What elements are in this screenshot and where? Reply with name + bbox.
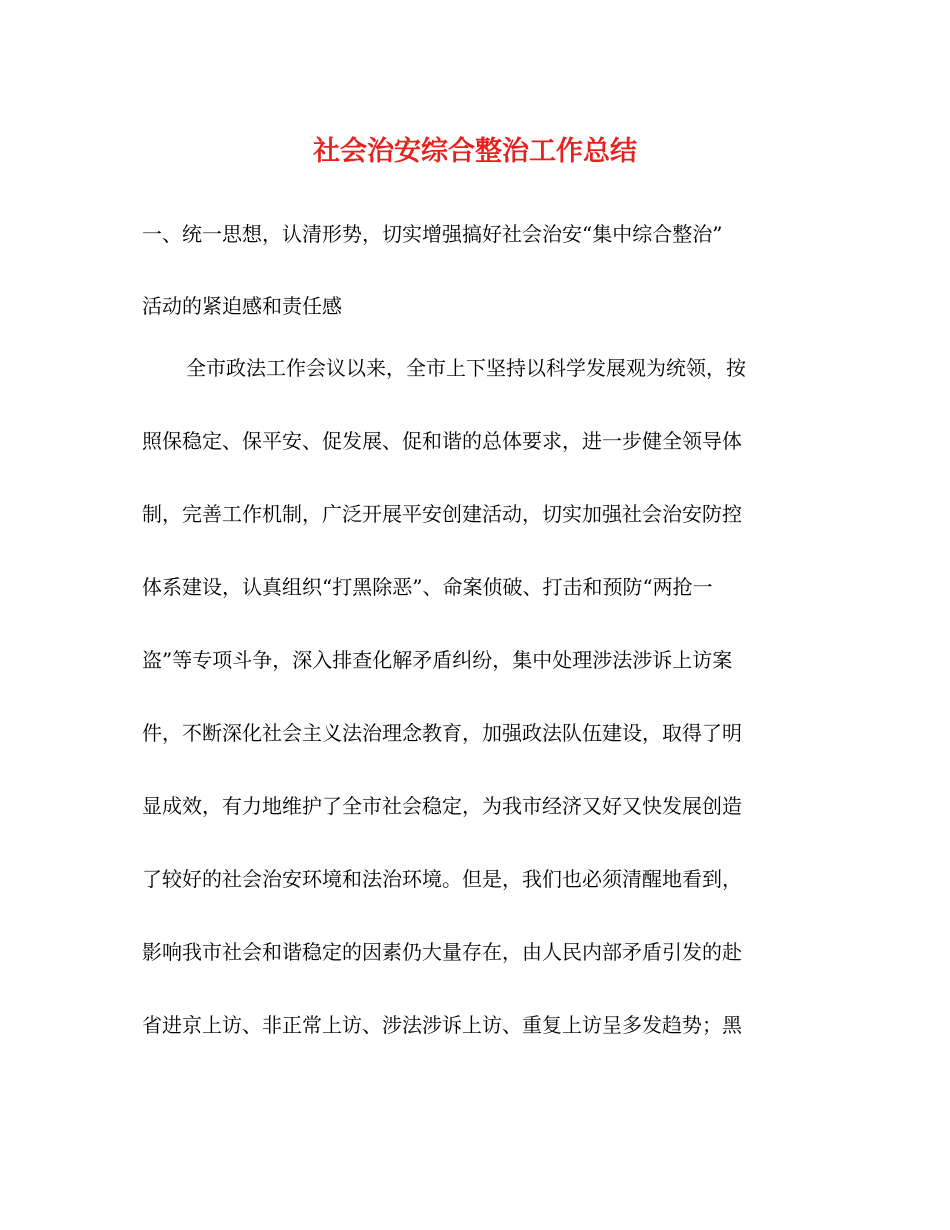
document-title: 社会治安综合整治工作总结: [313, 136, 637, 167]
paragraph-line: 盗”等专项斗争，深入排查化解矛盾纠纷，集中处理涉法涉诉上访案: [142, 648, 733, 672]
section-heading-line-1: 一、统一思想，认清形势，切实增强搞好社会治安“集中综合整治”: [142, 222, 723, 246]
section-heading-line-2: 活动的紧迫感和责任感: [142, 294, 342, 318]
paragraph-line: 显成效，有力地维护了全市社会稳定，为我市经济又好又快发展创造: [142, 794, 742, 818]
paragraph-line: 照保稳定、保平安、促发展、促和谐的总体要求，进一步健全领导体: [142, 429, 742, 453]
paragraph-line: 件，不断深化社会主义法治理念教育，加强政法队伍建设，取得了明: [142, 721, 742, 745]
paragraph-line: 体系建设，认真组织“打黑除恶”、命案侦破、打击和预防“两抢一: [142, 575, 713, 599]
paragraph-line: 省进京上访、非正常上访、涉法涉诉上访、重复上访呈多发趋势；黑: [142, 1013, 742, 1037]
paragraph-line: 了较好的社会治安环境和法治环境。但是，我们也必须清醒地看到，: [142, 867, 742, 891]
paragraph-line: 影响我市社会和谐稳定的因素仍大量存在，由人民内部矛盾引发的赴: [142, 940, 742, 964]
paragraph-line: 制，完善工作机制，广泛开展平安创建活动，切实加强社会治安防控: [142, 502, 742, 526]
paragraph-line: 全市政法工作会议以来，全市上下坚持以科学发展观为统领，按: [186, 356, 746, 380]
